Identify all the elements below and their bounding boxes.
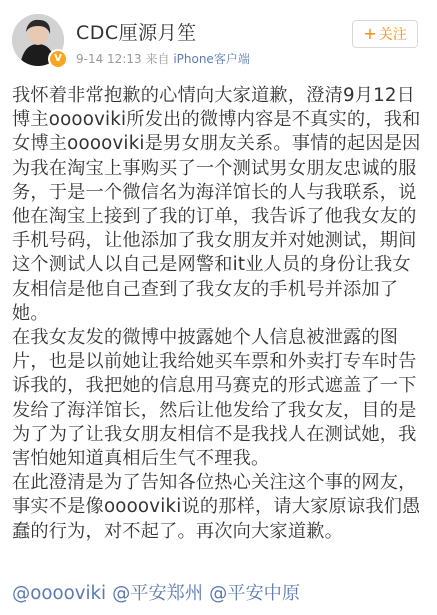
post-source[interactable]: iPhone客户端	[173, 52, 250, 66]
mention-link[interactable]: @ooooviki	[12, 583, 107, 604]
mention-link[interactable]: @平安郑州	[112, 583, 204, 604]
verified-badge-icon: V	[48, 49, 68, 69]
source-prefix: 来自	[145, 52, 170, 66]
post-paragraph: 在此澄清是为了告知各位热心关注这个事的网友，事实不是像ooooviki说的那样，请大家原谅我们愚蠢的行为，对不起了。再次向大家道歉。	[12, 472, 421, 542]
username[interactable]: CDC厘源月笙	[76, 22, 197, 44]
post-meta	[76, 50, 250, 67]
post-paragraph: 我怀着非常抱歉的心情向大家道歉，澄清9月12日博主ooooviki所发出的微博内容是不真实的，我和女博主ooooviki是男女朋友关系。事情的起因是因为我在淘宝上事购买了一个测试男女朋友忠诚的服务，于是一个微信名为海洋馆长的人与我联系，说他在淘宝上接到了我的订单，我告诉了他我女友的手机号码，让他添加了我女朋友并对她测试，期间这个测试人以自己是网警和it业人员的身份让我女友相信是他自己查到了我女友的手机号并添加了她。	[12, 85, 421, 324]
post-header	[0, 0, 437, 80]
mention-list	[12, 582, 300, 606]
follow-label: 关注	[378, 27, 407, 43]
mention-link[interactable]: @平安中原	[209, 583, 301, 604]
follow-button[interactable]	[352, 20, 418, 48]
post-body	[12, 84, 428, 544]
post-paragraph: 在我女友发的微博中披露她个人信息被泄露的图片，也是以前她让我给她买车票和外卖打专车时告诉我的，我把她的信息用马赛克的形式遮盖了一下发给了海洋馆长，然后让他发给了我女友，目的是为了为了让我女朋友相信不是我找人在测试她，我害怕她知道真相后生气不理我。	[12, 327, 417, 470]
post-time: 9-14 12:13	[76, 52, 142, 66]
plus-icon: +	[363, 24, 377, 43]
